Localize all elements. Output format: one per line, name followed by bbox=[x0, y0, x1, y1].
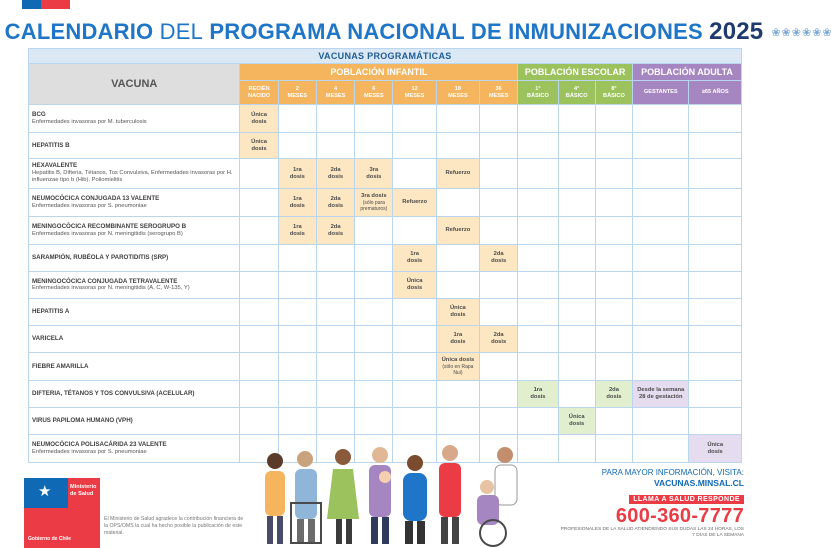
schedule-cell bbox=[558, 299, 595, 326]
dose-label: 1ra dosis bbox=[289, 195, 305, 209]
schedule-cell bbox=[240, 159, 278, 189]
group-infantil: POBLACIÓN INFANTIL bbox=[240, 64, 518, 81]
schedule-cell bbox=[436, 133, 479, 159]
schedule-cell bbox=[436, 105, 479, 133]
dose-label: Única dosis bbox=[406, 278, 423, 291]
vaccine-name-cell bbox=[29, 435, 240, 463]
schedule-cell bbox=[278, 189, 316, 217]
schedule-cell bbox=[558, 189, 595, 217]
schedule-cell bbox=[480, 245, 518, 272]
dose-label: Única dosis bbox=[251, 138, 267, 152]
dose-label: Única dosis bbox=[707, 441, 724, 455]
schedule-cell bbox=[633, 245, 689, 272]
vacuna-header: VACUNA bbox=[29, 64, 240, 105]
schedule-cell bbox=[595, 159, 632, 189]
schedule-cell bbox=[240, 408, 278, 435]
schedule-cell bbox=[595, 133, 632, 159]
schedule-cell bbox=[518, 353, 558, 381]
info-panel bbox=[560, 468, 744, 539]
schedule-cell bbox=[689, 381, 742, 408]
age-column-header: 36 MESES bbox=[480, 81, 518, 105]
age-column-header: 4° BÁSICO bbox=[558, 81, 595, 105]
schedule-cell bbox=[393, 159, 436, 189]
schedule-cell bbox=[316, 217, 354, 245]
schedule-cell bbox=[355, 299, 393, 326]
vaccine-name-cell bbox=[29, 408, 240, 435]
schedule-cell bbox=[355, 133, 393, 159]
age-column-header: 4 MESES bbox=[316, 81, 354, 105]
schedule-cell bbox=[595, 245, 632, 272]
dose-label: 1ra dosis bbox=[450, 332, 466, 345]
vaccine-name: HEXAVALENTE bbox=[32, 162, 78, 170]
vaccine-name-cell bbox=[29, 353, 240, 381]
schedule-cell bbox=[595, 408, 632, 435]
schedule-cell bbox=[518, 408, 558, 435]
vaccine-name-cell bbox=[29, 272, 240, 299]
schedule-cell bbox=[436, 189, 479, 217]
vaccine-name-cell bbox=[29, 133, 240, 159]
schedule-cell bbox=[240, 353, 278, 381]
schedule-cell bbox=[633, 159, 689, 189]
vaccine-name-cell bbox=[29, 159, 240, 189]
salud-responde-badge: LLAMA A SALUD RESPONDE bbox=[629, 495, 744, 504]
schedule-cell bbox=[558, 408, 595, 435]
schedule-cell bbox=[278, 105, 316, 133]
schedule-cell bbox=[558, 217, 595, 245]
phone-number[interactable]: 600-360-7777 bbox=[615, 504, 744, 527]
vaccine-description: Enfermedades invasoras por N. meningitidis (A, C, W-135, Y) bbox=[32, 285, 190, 292]
schedule-cell bbox=[240, 245, 278, 272]
schedule-cell bbox=[278, 326, 316, 353]
schedule-cell bbox=[436, 408, 479, 435]
age-column-header: RECIÉN NACIDO bbox=[240, 81, 278, 105]
schedule-cell bbox=[518, 105, 558, 133]
vaccine-description: Hepatitis B, Difteria, Tétanos, Tos Convulsiva, Enfermedades invasoras por H. influenzae tipo b (Hib), Poliomielitis bbox=[32, 170, 233, 184]
dose-label: 1ra dosis bbox=[407, 251, 423, 264]
ministry-name: Ministerio de Salud bbox=[70, 484, 97, 497]
schedule-cell bbox=[316, 408, 354, 435]
ministry-logo bbox=[24, 478, 100, 548]
schedule-cell bbox=[278, 299, 316, 326]
schedule-cell bbox=[316, 133, 354, 159]
dose-label: 1ra dosis bbox=[289, 166, 305, 180]
schedule-cell bbox=[633, 381, 689, 408]
year: 2025 bbox=[709, 18, 764, 45]
gov-flag-stripe bbox=[22, 0, 70, 9]
dose-label: 3ra dosis bbox=[366, 166, 382, 180]
schedule-cell bbox=[278, 272, 316, 299]
dose-label: 2da dosis bbox=[491, 251, 507, 264]
info-small-text: PROFESIONALES DE LA SALUD ATIENDIENDO SUS DUDAS LAS 24 HORAS, LOS 7 DÍAS DE LA SEMANA bbox=[560, 526, 744, 539]
schedule-cell bbox=[480, 272, 518, 299]
schedule-cell bbox=[633, 105, 689, 133]
schedule-cell bbox=[689, 353, 742, 381]
dose-label: Refuerzo bbox=[402, 199, 427, 206]
header bbox=[0, 14, 833, 50]
vaccine-name: DIFTERIA, TÉTANOS Y TOS CONVULSIVA (ACELULAR) bbox=[32, 390, 195, 398]
schedule-cell bbox=[558, 245, 595, 272]
vaccine-name: FIEBRE AMARILLA bbox=[32, 362, 89, 370]
schedule-cell bbox=[240, 217, 278, 245]
schedule-cell bbox=[558, 381, 595, 408]
schedule-cell bbox=[436, 381, 479, 408]
vaccine-name-cell bbox=[29, 245, 240, 272]
vaccine-row bbox=[29, 299, 742, 326]
schedule-cell bbox=[689, 326, 742, 353]
schedule-cell bbox=[518, 299, 558, 326]
section-title: VACUNAS PROGRAMÁTICAS bbox=[29, 49, 742, 64]
schedule-cell bbox=[393, 353, 436, 381]
vaccine-row bbox=[29, 189, 742, 217]
schedule-cell bbox=[480, 133, 518, 159]
schedule-cell bbox=[355, 189, 393, 217]
vaccine-description: Enfermedades invasoras por N. meningitidis (serogrupo B) bbox=[32, 230, 183, 237]
vaccine-name-cell bbox=[29, 217, 240, 245]
vaccine-name: NEUMOCÓCICA CONJUGADA 13 VALENTE bbox=[32, 195, 160, 202]
schedule-cell bbox=[240, 326, 278, 353]
schedule-cell bbox=[480, 408, 518, 435]
schedule-cell bbox=[436, 353, 479, 381]
schedule-cell bbox=[595, 272, 632, 299]
schedule-cell bbox=[393, 381, 436, 408]
schedule-cell bbox=[480, 381, 518, 408]
schedule-cell bbox=[558, 272, 595, 299]
schedule-cell bbox=[240, 381, 278, 408]
schedule-cell bbox=[595, 435, 632, 463]
page-title: CALENDARIO DEL PROGRAMA NACIONAL DE INMUNIZACIONES 2025 bbox=[4, 18, 764, 45]
person-7 bbox=[477, 447, 517, 546]
schedule-cell bbox=[480, 189, 518, 217]
age-column-header: 6 MESES bbox=[355, 81, 393, 105]
schedule-cell bbox=[240, 189, 278, 217]
schedule-cell bbox=[393, 189, 436, 217]
schedule-cell bbox=[316, 245, 354, 272]
vaccine-name: MENINGOCÓCICA CONJUGADA TETRAVALENTE bbox=[32, 277, 178, 285]
schedule-cell bbox=[558, 105, 595, 133]
dose-label: 1ra dosis bbox=[289, 223, 305, 237]
schedule-cell bbox=[558, 133, 595, 159]
schedule-cell bbox=[436, 272, 479, 299]
group-adulta: POBLACIÓN ADULTA bbox=[633, 64, 742, 81]
vaccine-name: HEPATITIS A bbox=[32, 308, 70, 316]
vaccine-row bbox=[29, 217, 742, 245]
schedule-cell bbox=[436, 159, 479, 189]
schedule-cell bbox=[689, 189, 742, 217]
schedule-cell bbox=[518, 272, 558, 299]
dose-label: 2da dosis bbox=[491, 332, 507, 345]
schedule-cell bbox=[633, 299, 689, 326]
schedule-cell bbox=[316, 353, 354, 381]
age-column-header: 1° BÁSICO bbox=[518, 81, 558, 105]
dose-label: Única dosis bbox=[450, 305, 466, 318]
schedule-cell bbox=[595, 353, 632, 381]
vaccine-name: HEPATITIS B bbox=[32, 141, 70, 149]
schedule-cell bbox=[480, 159, 518, 189]
schedule-cell bbox=[355, 408, 393, 435]
schedule-cell bbox=[316, 189, 354, 217]
schedule-cell bbox=[518, 245, 558, 272]
schedule-cell bbox=[393, 217, 436, 245]
vaccine-name: NEUMOCÓCICA POLISACÁRIDA 23 VALENTE bbox=[32, 441, 167, 448]
vaccine-row bbox=[29, 381, 742, 408]
star-icon: ★ bbox=[38, 483, 52, 500]
schedule-cell bbox=[558, 435, 595, 463]
schedule-cell bbox=[393, 326, 436, 353]
schedule-cell bbox=[518, 159, 558, 189]
dose-label: Refuerzo bbox=[445, 227, 471, 234]
schedule-cell bbox=[316, 381, 354, 408]
schedule-cell bbox=[355, 326, 393, 353]
vaccine-description: Enfermedades invasoras por S. pneumoniae bbox=[32, 448, 147, 455]
schedule-cell bbox=[436, 326, 479, 353]
dose-label: Única dosis bbox=[568, 414, 585, 427]
schedule-cell bbox=[316, 272, 354, 299]
schedule-cell bbox=[436, 299, 479, 326]
vaccine-description: Enfermedades invasoras por M. tuberculosis bbox=[32, 118, 147, 125]
schedule-cell bbox=[278, 245, 316, 272]
schedule-cell bbox=[278, 133, 316, 159]
dose-label: Única dosis bbox=[251, 111, 267, 125]
schedule-cell bbox=[518, 381, 558, 408]
dose-label: 2da dosis bbox=[328, 166, 344, 180]
schedule-cell bbox=[633, 217, 689, 245]
vaccine-name: BCG bbox=[32, 111, 46, 118]
vaccine-name-cell bbox=[29, 299, 240, 326]
schedule-cell bbox=[393, 245, 436, 272]
schedule-cell bbox=[355, 245, 393, 272]
vaccine-row bbox=[29, 353, 742, 381]
vaccine-name-cell bbox=[29, 105, 240, 133]
dose-label: 2da dosis bbox=[328, 223, 344, 237]
schedule-cell bbox=[355, 105, 393, 133]
person-5 bbox=[403, 455, 427, 544]
person-2 bbox=[291, 451, 321, 544]
dose-label: 2da dosis bbox=[606, 387, 622, 400]
schedule-cell bbox=[355, 353, 393, 381]
schedule-cell bbox=[595, 105, 632, 133]
schedule-cell bbox=[278, 408, 316, 435]
age-column-header: 18 MESES bbox=[436, 81, 479, 105]
schedule-cell bbox=[558, 159, 595, 189]
schedule-cell bbox=[316, 159, 354, 189]
dose-label: Refuerzo bbox=[445, 170, 471, 177]
schedule-cell bbox=[689, 245, 742, 272]
schedule-cell bbox=[355, 381, 393, 408]
dose-label: 2da dosis bbox=[328, 195, 344, 209]
schedule-cell bbox=[689, 105, 742, 133]
schedule-cell bbox=[633, 353, 689, 381]
schedule-cell bbox=[240, 133, 278, 159]
schedule-cell bbox=[518, 217, 558, 245]
schedule-cell bbox=[278, 217, 316, 245]
schedule-cell bbox=[689, 217, 742, 245]
schedule-cell bbox=[240, 105, 278, 133]
schedule-cell bbox=[393, 408, 436, 435]
schedule-cell bbox=[558, 353, 595, 381]
group-escolar: POBLACIÓN ESCOLAR bbox=[518, 64, 633, 81]
schedule-cell bbox=[595, 326, 632, 353]
schedule-cell bbox=[316, 299, 354, 326]
schedule-cell bbox=[518, 326, 558, 353]
schedule-cell bbox=[393, 133, 436, 159]
schedule-cell bbox=[393, 272, 436, 299]
schedule-cell bbox=[633, 408, 689, 435]
vaccine-row bbox=[29, 105, 742, 133]
person-6 bbox=[439, 445, 461, 544]
schedule-cell bbox=[689, 159, 742, 189]
schedule-cell bbox=[689, 435, 742, 463]
schedule-cell bbox=[355, 217, 393, 245]
info-website-link[interactable]: VACUNAS.MINSAL.CL bbox=[653, 477, 744, 488]
decorative-pattern-right: ❀❀❀❀❀❀ bbox=[771, 26, 833, 39]
vaccine-row bbox=[29, 133, 742, 159]
schedule-cell bbox=[480, 326, 518, 353]
schedule-cell bbox=[436, 217, 479, 245]
schedule-cell bbox=[595, 381, 632, 408]
schedule-cell bbox=[689, 408, 742, 435]
footer-note: El Ministerio de Salud agradece la contribución financiera de la OPS/OMS la cual ha hecho posible la publicación de este material. bbox=[104, 516, 244, 536]
schedule-cell bbox=[595, 217, 632, 245]
schedule-cell bbox=[633, 435, 689, 463]
schedule-cell bbox=[518, 133, 558, 159]
gov-name: Gobierno de Chile bbox=[28, 536, 72, 542]
schedule-cell bbox=[240, 272, 278, 299]
schedule-cell bbox=[689, 299, 742, 326]
vaccine-description: Enfermedades invasoras por S. pneumoniae bbox=[32, 202, 147, 209]
schedule-cell bbox=[278, 353, 316, 381]
schedule-cell bbox=[355, 272, 393, 299]
schedule-cell bbox=[393, 299, 436, 326]
age-column-header: 8° BÁSICO bbox=[595, 81, 632, 105]
schedule-cell bbox=[355, 159, 393, 189]
age-column-header: ≥65 AÑOS bbox=[689, 81, 742, 105]
person-4 bbox=[369, 447, 391, 544]
schedule-cell bbox=[240, 299, 278, 326]
vaccine-name: SARAMPIÓN, RUBÉOLA Y PAROTIDITIS (SRP) bbox=[32, 254, 169, 262]
vaccine-name: VIRUS PAPILOMA HUMANO (VPH) bbox=[32, 417, 133, 425]
person-1 bbox=[265, 453, 285, 544]
dose-label: 1ra dosis bbox=[530, 387, 546, 400]
person-3 bbox=[327, 449, 359, 544]
vaccine-row bbox=[29, 326, 742, 353]
schedule-cell bbox=[633, 189, 689, 217]
people-illustration bbox=[255, 433, 555, 548]
schedule-cell bbox=[689, 133, 742, 159]
vaccine-row bbox=[29, 159, 742, 189]
age-column-header: 2 MESES bbox=[278, 81, 316, 105]
dose-label: 3ra dosis (sólo para prematuros) bbox=[360, 193, 388, 212]
schedule-cell bbox=[689, 272, 742, 299]
vaccine-name-cell bbox=[29, 381, 240, 408]
schedule-cell bbox=[480, 299, 518, 326]
schedule-cell bbox=[480, 105, 518, 133]
schedule-cell bbox=[633, 326, 689, 353]
schedule-cell bbox=[633, 272, 689, 299]
info-label: PARA MAYOR INFORMACIÓN, VISITA: bbox=[601, 468, 744, 477]
schedule-cell bbox=[316, 326, 354, 353]
schedule-cell bbox=[393, 105, 436, 133]
age-column-header: GESTANTES bbox=[633, 81, 689, 105]
schedule-cell bbox=[436, 245, 479, 272]
schedule-cell bbox=[595, 189, 632, 217]
age-column-header: 12 MESES bbox=[393, 81, 436, 105]
vaccine-name-cell bbox=[29, 189, 240, 217]
vaccine-row bbox=[29, 272, 742, 299]
vaccine-name: MENINGOCÓCICA RECOMBINANTE SEROGRUPO B bbox=[32, 223, 187, 230]
dose-label: Desde la semana 28 de gestación bbox=[637, 387, 685, 400]
schedule-cell bbox=[278, 381, 316, 408]
schedule-cell bbox=[595, 299, 632, 326]
vaccine-row bbox=[29, 408, 742, 435]
dose-label: Única dosis (sólo en Rapa Nui) bbox=[441, 357, 475, 376]
vaccine-row bbox=[29, 245, 742, 272]
schedule-cell bbox=[633, 133, 689, 159]
vaccine-name-cell bbox=[29, 326, 240, 353]
schedule-cell bbox=[518, 189, 558, 217]
schedule-cell bbox=[480, 217, 518, 245]
vaccine-name: VARICELA bbox=[32, 335, 64, 343]
schedule-cell bbox=[316, 105, 354, 133]
schedule-cell bbox=[558, 326, 595, 353]
schedule-cell bbox=[480, 353, 518, 381]
schedule-cell bbox=[278, 159, 316, 189]
vaccine-calendar-table bbox=[28, 48, 742, 463]
